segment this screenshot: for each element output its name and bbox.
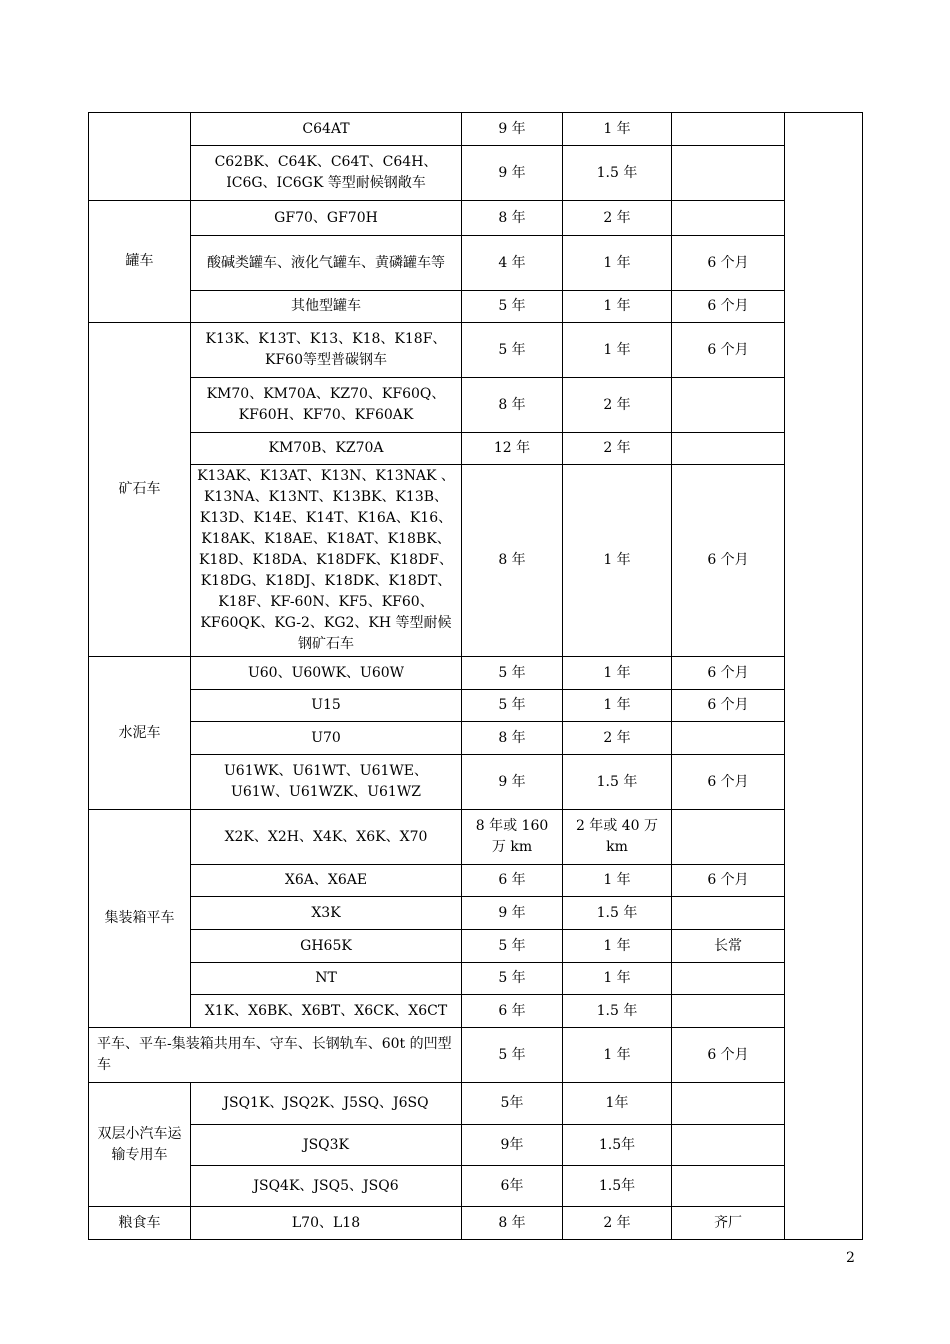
inspect-cell [672,810,785,865]
model-cell: X2K、X2H、X4K、X6K、X70 [191,810,462,865]
life-cell: 8 年 [462,201,563,236]
cycle-cell: 1.5 年 [563,995,672,1028]
cycle-cell: 1 年 [563,291,672,323]
cycle-cell: 2 年或 40 万 km [563,810,672,865]
cycle-cell: 1.5年 [563,1166,672,1207]
table-row [89,930,863,963]
inspect-cell: 6 个月 [672,1028,785,1083]
life-cell: 12 年 [462,433,563,465]
life-cell: 9 年 [462,897,563,930]
life-cell: 5 年 [462,657,563,690]
model-cell: U61WK、U61WT、U61WE、U61W、U61WZK、U61WZ [191,755,462,810]
life-cell: 9 年 [462,755,563,810]
table-row [89,657,863,690]
model-cell: X6A、X6AE [191,865,462,897]
inspect-cell: 长常 [672,930,785,963]
category-cell: 水泥车 [89,657,191,810]
inspect-cell: 6 个月 [672,291,785,323]
table-row [89,722,863,755]
life-cell: 8 年 [462,722,563,755]
life-cell: 9 年 [462,146,563,201]
life-cell: 8 年 [462,378,563,433]
model-cell: K13AK、K13AT、K13N、K13NAK 、K13NA、K13NT、K13BK、K13B、K13D、K14E、K14T、K16A、K16、K18AK、K18AE、K18AT、K18BK、K18D、K18DA、K18DFK、K18DF、K18DG、K18DJ、K18DK、K18DT、K18F、KF-60N、KF5、KF60、KF60QK、KG-2、KG2、KH 等型耐候钢矿石车 [191,465,462,657]
life-cell: 5 年 [462,323,563,378]
cycle-cell: 2 年 [563,722,672,755]
cycle-cell: 1.5 年 [563,755,672,810]
table-row [89,465,863,657]
model-cell: K13K、K13T、K13、K18、K18F、KF60等型普碳钢车 [191,323,462,378]
table-row [89,897,863,930]
cycle-cell: 1 年 [563,1028,672,1083]
category-cell: 粮食车 [89,1207,191,1240]
table-row [89,146,863,201]
life-cell: 4 年 [462,236,563,291]
cycle-cell: 1 年 [563,865,672,897]
inspect-cell: 6 个月 [672,323,785,378]
model-cell: X1K、X6BK、X6BT、X6CK、X6CT [191,995,462,1028]
model-cell: C62BK、C64K、C64T、C64H、IC6G、IC6GK 等型耐候钢敞车 [191,146,462,201]
life-cell: 9年 [462,1125,563,1166]
table-row [89,113,863,146]
life-cell: 6 年 [462,865,563,897]
model-cell: 酸碱类罐车、液化气罐车、黄磷罐车等 [191,236,462,291]
model-cell: C64AT [191,113,462,146]
cycle-cell: 1 年 [563,465,672,657]
maintenance-table [88,112,863,1240]
table-row [89,1207,863,1240]
inspect-cell: 6 个月 [672,236,785,291]
model-cell: U15 [191,690,462,722]
cycle-cell: 1.5 年 [563,146,672,201]
inspect-cell: 齐厂 [672,1207,785,1240]
inspect-cell [672,1166,785,1207]
model-cell: KM70、KM70A、KZ70、KF60Q、KF60H、KF70、KF60AK [191,378,462,433]
table-row [89,433,863,465]
cycle-cell: 2 年 [563,433,672,465]
inspect-cell: 6 个月 [672,465,785,657]
life-cell: 8 年或 160 万 km [462,810,563,865]
table-row [89,865,863,897]
inspect-cell [672,146,785,201]
model-cell: GH65K [191,930,462,963]
category-cell: 罐车 [89,201,191,323]
inspect-cell [672,963,785,995]
inspect-cell [672,995,785,1028]
cycle-cell: 1.5 年 [563,897,672,930]
category-cell: 双层小汽车运输专用车 [89,1083,191,1207]
model-cell: L70、L18 [191,1207,462,1240]
table-row [89,810,863,865]
table-row [89,690,863,722]
cycle-cell: 1 年 [563,323,672,378]
table-row [89,323,863,378]
inspect-cell: 6 个月 [672,690,785,722]
cycle-cell: 1年 [563,1083,672,1125]
life-cell: 5 年 [462,690,563,722]
cycle-cell: 1 年 [563,113,672,146]
table-row [89,1028,863,1083]
cycle-cell: 1 年 [563,236,672,291]
category-cell: 平车、平车-集装箱共用车、守车、长钢轨车、60t 的凹型车 [89,1028,462,1083]
table-row [89,236,863,291]
table-row [89,201,863,236]
inspect-cell [672,1083,785,1125]
life-cell: 6年 [462,1166,563,1207]
page-number: 2 [846,1250,855,1266]
inspect-cell: 6 个月 [672,755,785,810]
table-row [89,1166,863,1207]
cycle-cell: 1 年 [563,930,672,963]
model-cell: JSQ1K、JSQ2K、J5SQ、J6SQ [191,1083,462,1125]
inspect-cell [672,1125,785,1166]
cycle-cell: 2 年 [563,378,672,433]
life-cell: 5年 [462,1083,563,1125]
table-row [89,995,863,1028]
model-cell: JSQ4K、JSQ5、JSQ6 [191,1166,462,1207]
life-cell: 8 年 [462,465,563,657]
inspect-cell [672,433,785,465]
inspect-cell: 6 个月 [672,865,785,897]
model-cell: U60、U60WK、U60W [191,657,462,690]
category-cell: 集装箱平车 [89,810,191,1028]
table-row [89,291,863,323]
table-row [89,378,863,433]
inspect-cell [672,378,785,433]
cycle-cell: 2 年 [563,201,672,236]
model-cell: GF70、GF70H [191,201,462,236]
inspect-cell [672,113,785,146]
model-cell: JSQ3K [191,1125,462,1166]
life-cell: 9 年 [462,113,563,146]
category-cell: 矿石车 [89,323,191,657]
remarks-cell [785,113,863,1240]
table-row [89,1125,863,1166]
model-cell: U70 [191,722,462,755]
model-cell: KM70B、KZ70A [191,433,462,465]
life-cell: 5 年 [462,963,563,995]
life-cell: 5 年 [462,930,563,963]
model-cell: X3K [191,897,462,930]
model-cell: NT [191,963,462,995]
life-cell: 8 年 [462,1207,563,1240]
table-row [89,1083,863,1125]
life-cell: 6 年 [462,995,563,1028]
cycle-cell: 1.5年 [563,1125,672,1166]
table-row [89,755,863,810]
category-cell [89,113,191,201]
cycle-cell: 2 年 [563,1207,672,1240]
inspect-cell [672,897,785,930]
cycle-cell: 1 年 [563,963,672,995]
cycle-cell: 1 年 [563,690,672,722]
life-cell: 5 年 [462,291,563,323]
life-cell: 5 年 [462,1028,563,1083]
model-cell: 其他型罐车 [191,291,462,323]
table-row [89,963,863,995]
inspect-cell: 6 个月 [672,657,785,690]
cycle-cell: 1 年 [563,657,672,690]
inspect-cell [672,722,785,755]
inspect-cell [672,201,785,236]
